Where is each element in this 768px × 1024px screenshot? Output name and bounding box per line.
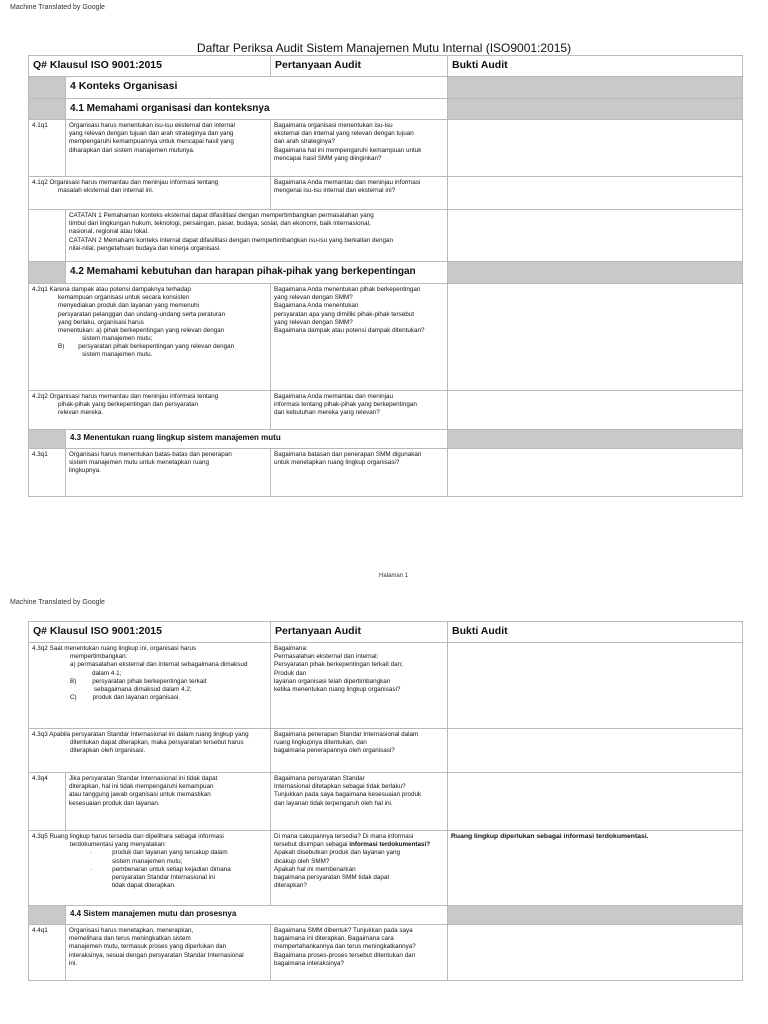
question-cell: Bagaimana Anda memantau dan meninjau informasi mengenai isu-isu internal dan eksternal ini? [271,177,448,210]
table-header [29,56,743,77]
table-row [29,831,743,906]
header-question: Pertanyaan Audit [271,622,448,643]
evidence-cell [448,773,743,831]
question-id: 4.1q1 [29,120,66,177]
question-cell: Bagaimana Anda memantau dan meninjau informasi tentang pihak-pihak yang berkepentingan dan kebutuhan mereka yang relevan? [271,391,448,430]
section-title: 4.2 Memahami kebutuhan dan harapan pihak-pihak yang berkepentingan [66,262,448,284]
table-row [29,925,743,981]
section-row [29,77,743,99]
table-header [29,622,743,643]
evidence-cell [448,925,743,981]
document-title: Daftar Periksa Audit Sistem Manajemen Mutu Internal (ISO9001:2015) [196,41,572,55]
clause-cell: 4.1q2 Organisasi harus memantau dan meninjau informasi tentang masalah eksternal dan internal ini. [29,177,271,210]
bullet-icon: · [90,849,93,857]
clause-cell: 4.2q2 Organisasi harus memantau dan meninjau informasi tentang pihak-pihak yang berkepentingan dan persyaratan relevan mereka. [29,391,271,430]
question-cell: Bagaimana batasan dan penerapan SMM digunakan untuk menetapkan ruang lingkup organisasi? [271,449,448,497]
clause-cell: Organisasi harus menentukan isu-isu eksternal dan internal yang relevan dengan tujuan dan arah strateginya dan yang mempengaruhi kemampuannya untuk mencapai hasil yang diharapkan dari sistem manajemen mutunya. [66,120,271,177]
section-title: 4.4 Sistem manajemen mutu dan prosesnya [66,906,448,925]
question-id: 4.3q4 [29,773,66,831]
section-row [29,99,743,120]
question-cell: Di mana cakupannya tersedia? Di mana informasi tersebut disimpan sebagai informasi terdokumentasi? Apakah disebutkan produk dan layanan yang dicakup oleh SMM? Apakah hal ini membenarkan bagaimana persyaratan SMM tidak dapat diterapkan? [271,831,448,906]
table-row [29,391,743,430]
machine-translated-label: Machine Translated by Google [10,599,105,606]
section-row [29,906,743,925]
evidence-cell [448,729,743,773]
table-row [29,773,743,831]
table-row [29,177,743,210]
evidence-cell: Ruang lingkup diperlukan sebagai informasi terdokumentasi. [448,831,743,906]
question-id: 4.3q1 [29,449,66,497]
notes-row [29,210,743,262]
bullet-icon: · [90,865,93,873]
question-cell: Bagaimana SMM dibentuk? Tunjukkan pada saya bagaimana ini diterapkan. Bagaimana cara mempertahankannya dan terus meningkatkannya? Bagaimana proses-proses tersebut ditentukan dan bagaimana interaksinya? [271,925,448,981]
table-row [29,120,743,177]
evidence-cell [448,643,743,729]
question-id: 4.4q1 [29,925,66,981]
section-title: 4.3 Menentukan ruang lingkup sistem manajemen mutu [66,430,448,449]
question-cell: Bagaimana: Permasalahan eksternal dan internal; Persyaratan pihak berkepentingan terkait dan; Produk dan layanan organisasi telah dipertimbangkan ketika menentukan ruang lingkup organisasi? [271,643,448,729]
question-cell: Bagaimana Anda menentukan pihak berkepentingan yang relevan dengan SMM? Bagaimana Anda menentukan persyaratan apa yang dimiliki pihak-pihak tersebut yang relevan dengan SMM? Bagaimana dampak atau potensi dampak ditentukan? [271,284,448,391]
table-row [29,643,743,729]
header-evidence: Bukti Audit [448,56,743,77]
evidence-cell [448,284,743,391]
question-cell: Bagaimana penerapan Standar Internasional dalam ruang lingkupnya ditentukan, dan bagaimana penerapannya oleh organisasi? [271,729,448,773]
section-row [29,430,743,449]
table-row [29,284,743,391]
header-clause: Q# Klausul ISO 9001:2015 [29,622,271,643]
section-row [29,262,743,284]
table-row [29,449,743,497]
header-evidence: Bukti Audit [448,622,743,643]
machine-translated-label: Machine Translated by Google [10,4,105,11]
header-clause: Q# Klausul ISO 9001:2015 [29,56,271,77]
audit-table-page2 [28,621,743,981]
question-cell: Bagaimana persyaratan Standar Internasional ditetapkan sebagai tidak berlaku? Tunjukkan pada saya bagaimana kesesuaian produk dan layanan tidak terpengaruh oleh hal ini. [271,773,448,831]
evidence-cell [448,120,743,177]
clause-cell: 4.2q1 Karena dampak atau potensi dampaknya terhadap kemampuan organisasi untuk secara konsisten menyediakan produk dan layanan yang memenuhi persyaratan pelanggan dan undang-undang serta peraturan yang berlaku, organisasi harus menentukan: a) pihak berkepentingan yang relevan dengan sistem manajemen mutu; B) persyaratan pihak berkepentingan yang relevan dengan sistem manajemen mutu. [29,284,271,391]
header-question: Pertanyaan Audit [271,56,448,77]
clause-cell: 4.3q5 Ruang lingkup harus tersedia dan dipelihara sebagai informasi terdokumentasi yang menyatakan: · produk dan layanan yang tercakup dalam sistem manajemen mutu; · pembenaran untuk setiap kejadian dimana persyaratan Standar Internasional ini tidak dapat diterapkan. [29,831,271,906]
evidence-cell [448,391,743,430]
evidence-cell [448,449,743,497]
clause-cell: Jika persyaratan Standar Internasional ini tidak dapat diterapkan, hal ini tidak mempengaruhi kemampuan atau tanggung jawab organisasi untuk memastikan kesesuaian produk dan layanan. [66,773,271,831]
table-row [29,729,743,773]
clause-cell: 4.3q3 Apabila persyaratan Standar Internasional ini dalam ruang lingkup yang ditentukan dapat diterapkan, maka persyaratan tersebut harus diterapkan oleh organisasi. [29,729,271,773]
question-cell: Bagaimana organisasi menentukan isu-isu eksternal dan internal yang relevan dengan tujuan dan arah strateginya? Bagaimana hal ini mempengaruhi kemampuan untuk mencapai hasil SMM yang diinginkan? [271,120,448,177]
evidence-cell [448,177,743,210]
page-number: Halaman 1 [379,573,409,579]
audit-table-page1 [28,55,743,497]
clause-cell: Organisasi harus menentukan batas-batas dan penerapan sistem manajemen mutu untuk menetapkan ruang lingkupnya. [66,449,271,497]
notes-cell: CATATAN 1 Pemahaman konteks eksternal dapat difasilitasi dengan mempertimbangkan permasalahan yang timbul dari lingkungan hukum, teknologi, persaingan, pasar, budaya, sosial, dan ekonomi, baik internasional, nasional, regional atau lokal. CATATAN 2 Memahami konteks internal dapat difasilitasi dengan mempertimbangkan isu-isu yang berkaitan dengan nilai-nilai, pengetahuan budaya dan kinerja organisasi. [66,210,448,262]
clause-cell: Organisasi harus menetapkan, menerapkan, memelihara dan terus meningkatkan sistem manajemen mutu, termasuk proses yang diperlukan dan interaksinya, sesuai dengan persyaratan Standar Internasional ini. [66,925,271,981]
section-title: 4 Konteks Organisasi [66,77,448,99]
section-title: 4.1 Memahami organisasi dan konteksnya [66,99,448,120]
clause-cell: 4.3q2 Saat menentukan ruang lingkup ini, organisasi harus mempertimbangkan: a) permasalahan eksternal dan internal sebagaimana dimaksud dalam 4.1; B) persyaratan pihak berkepentingan terkait sebagaimana dimaksud dalam 4.2; C) produk dan layanan organisasi. [29,643,271,729]
